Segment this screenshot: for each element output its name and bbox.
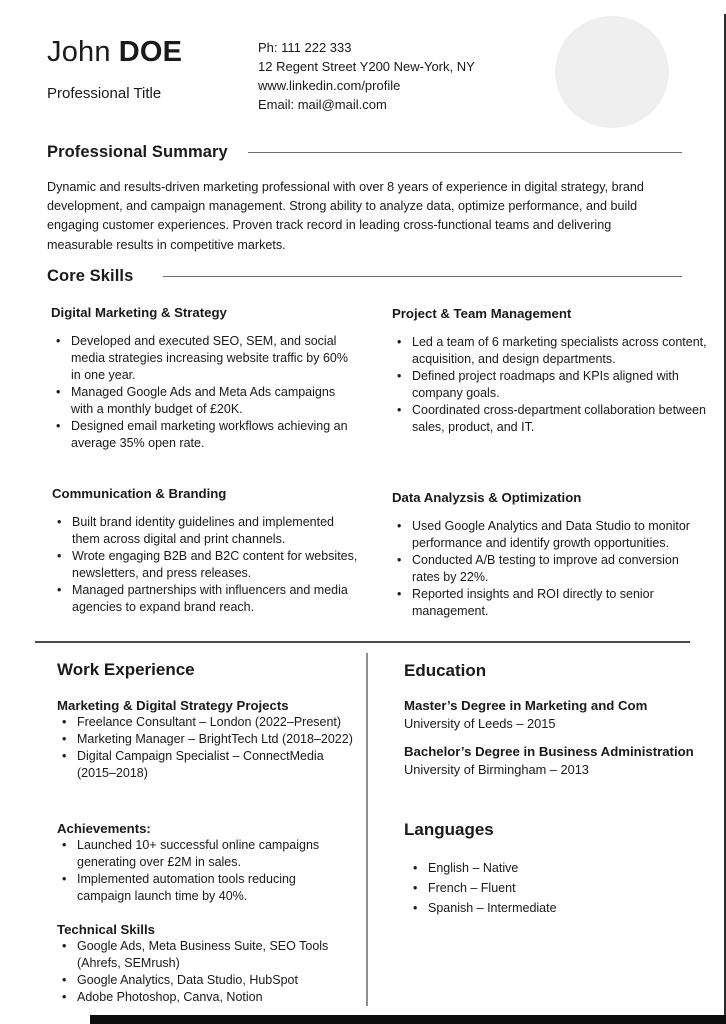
last-name: DOE — [118, 36, 183, 68]
list-item: • Google Analytics, Data Studio, HubSpot — [62, 972, 353, 989]
list-item: • Wrote engaging B2B and B2C content for websites, newsletters, and press releases. — [57, 548, 358, 582]
list-item: • Reported insights and ROI directly to senior management. — [397, 586, 710, 620]
list-item: Email: mail@mail.com — [258, 97, 387, 112]
list-item: www.linkedin.com/profile — [258, 78, 401, 93]
list-item: • Digital Campaign Specialist – ConnectMedia (2015–2018) — [62, 748, 353, 782]
skill-group-title: Data Analyzsis & Optimization — [392, 490, 582, 505]
list-item: 12 Regent Street Y200 New-York, NY — [258, 59, 475, 74]
list-item: • Managed Google Ads and Meta Ads campaigns with a monthly budget of £20K. — [56, 384, 357, 418]
list-item: • Spanish – Intermediate — [413, 900, 688, 917]
work-group-title: Technical Skills — [57, 922, 155, 937]
work-group-projects — [57, 698, 353, 782]
work-group-title: Marketing & Digital Strategy Projects — [57, 698, 289, 713]
skill-bullets — [392, 518, 710, 620]
list-item: • English – Native — [413, 860, 688, 877]
skill-bullets — [52, 514, 358, 616]
list-item: • Google Ads, Meta Business Suite, SEO Tools (Ahrefs, SEMrush) — [62, 938, 353, 972]
work-bullets — [57, 938, 353, 1006]
list-item: measurable results in competitive markets. — [47, 237, 286, 252]
column-divider — [366, 653, 368, 1006]
skill-group-title: Project & Team Management — [392, 306, 572, 321]
first-name: John — [47, 36, 111, 68]
skill-group-communication — [52, 486, 358, 616]
education-list — [404, 698, 704, 790]
contact-info — [258, 38, 475, 114]
work-group-title: Achievements: — [57, 821, 151, 836]
skill-bullets — [51, 333, 357, 452]
core-skills-heading: Core Skills — [47, 267, 134, 285]
list-item: engaging customer experiences. Proven track record in leading cross-functional teams and delivering — [47, 218, 612, 233]
professional-title: Professional Title — [47, 85, 162, 102]
skill-group-project-team — [392, 306, 710, 436]
list-item: • Defined project roadmaps and KPIs aligned with company goals. — [397, 368, 710, 402]
list-item: development, and campaign management. Strong ability to analyze data, optimize performance, and build — [47, 199, 638, 214]
person-name — [47, 36, 182, 69]
list-item: • Freelance Consultant – London (2022–Present) — [62, 714, 353, 731]
work-group-technical-skills — [57, 922, 353, 1006]
languages-list — [408, 860, 688, 920]
skill-group-data-analysis — [392, 490, 710, 620]
list-item: • Adobe Photoshop, Canva, Notion — [62, 989, 353, 1006]
degree-school: University of Leeds – 2015 — [404, 716, 556, 731]
education-heading: Education — [404, 661, 487, 680]
skill-bullets — [392, 334, 710, 436]
degree-title: Master’s Degree in Marketing and Com — [404, 698, 648, 713]
summary-heading: Professional Summary — [47, 143, 228, 161]
page-bottom-edge — [90, 1015, 726, 1024]
list-item: • Coordinated cross-department collaboration between sales, product, and IT. — [397, 402, 710, 436]
language-bullets — [408, 860, 688, 917]
list-item: • Implemented automation tools reducing campaign launch time by 40%. — [62, 871, 353, 905]
languages-heading: Languages — [404, 820, 494, 839]
degree-title: Bachelor’s Degree in Business Administration — [404, 744, 694, 759]
work-bullets — [57, 714, 353, 782]
work-bullets — [57, 837, 353, 905]
list-item: • French – Fluent — [413, 880, 688, 897]
list-item: • Marketing Manager – BrightTech Ltd (2018–2022) — [62, 731, 353, 748]
list-item: • Used Google Analytics and Data Studio to monitor performance and identify growth opportunities. — [397, 518, 710, 552]
work-experience-heading: Work Experience — [57, 660, 195, 679]
section-divider-rule — [35, 641, 690, 643]
skill-group-title: Communication & Branding — [52, 486, 227, 501]
list-item: Ph: 111 222 333 — [258, 40, 352, 55]
degree-masters — [404, 698, 704, 731]
work-group-achievements — [57, 821, 353, 905]
list-item: • Designed email marketing workflows achieving an average 35% open rate. — [56, 418, 357, 452]
degree-school: University of Birmingham – 2013 — [404, 762, 589, 777]
skill-group-title: Digital Marketing & Strategy — [51, 305, 227, 320]
list-item: • Led a team of 6 marketing specialists across content, acquisition, and design departments. — [397, 334, 710, 368]
skill-group-digital-marketing — [51, 305, 357, 452]
summary-heading-rule — [248, 152, 682, 153]
core-skills-heading-rule — [163, 276, 682, 277]
list-item: Dynamic and results-driven marketing professional with over 8 years of experience in digital strategy, brand — [47, 180, 644, 194]
degree-bachelors — [404, 744, 704, 777]
list-item: • Conducted A/B testing to improve ad conversion rates by 22%. — [397, 552, 710, 586]
profile-photo-placeholder — [555, 16, 669, 128]
summary-text — [47, 178, 702, 255]
list-item: • Managed partnerships with influencers and media agencies to expand brand reach. — [57, 582, 358, 616]
list-item: • Launched 10+ successful online campaigns generating over £2M in sales. — [62, 837, 353, 871]
list-item: • Developed and executed SEO, SEM, and social media strategies increasing website traffic by 60% in one year. — [56, 333, 357, 384]
list-item: • Built brand identity guidelines and implemented them across digital and print channels. — [57, 514, 358, 548]
